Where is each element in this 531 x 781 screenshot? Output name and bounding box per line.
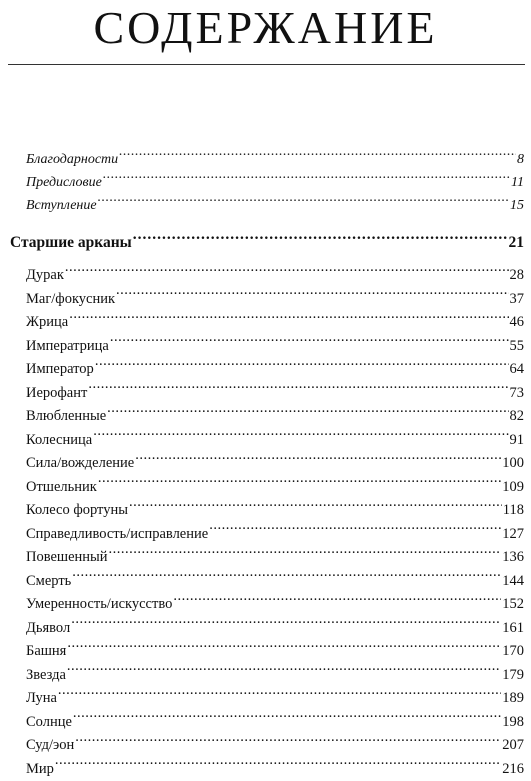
dot-leader (107, 406, 508, 421)
cards-list (10, 264, 524, 781)
toc-entry[interactable] (10, 452, 524, 476)
toc-entry-label: Луна (26, 687, 57, 711)
toc-entry-label: Дурак (26, 264, 64, 288)
toc-entry-label: Благодарности (26, 148, 118, 171)
toc-entry-page: 8 (517, 148, 524, 171)
toc-entry[interactable] (10, 358, 524, 382)
toc-entry-acknowledgements[interactable] (10, 148, 524, 171)
dot-leader (98, 195, 509, 209)
toc-entry-label: Иерофант (26, 382, 87, 406)
dot-leader (103, 172, 510, 186)
dot-leader (109, 547, 502, 562)
dot-leader (88, 382, 508, 397)
toc-entry[interactable] (10, 734, 524, 758)
toc-entry-page: 144 (502, 570, 524, 594)
dot-leader (71, 617, 501, 632)
toc-entry-label: Звезда (26, 664, 66, 688)
dot-leader (58, 688, 501, 703)
dot-leader (75, 735, 501, 750)
title-divider (8, 64, 525, 65)
toc-entry[interactable] (10, 429, 524, 453)
dot-leader (93, 429, 508, 444)
toc-entry-label: Умеренность/искусство (26, 593, 172, 617)
toc-entry-introduction[interactable] (10, 194, 524, 217)
toc-entry-page: 28 (510, 264, 525, 288)
dot-leader (110, 335, 509, 350)
toc-entry[interactable] (10, 405, 524, 429)
dot-leader (116, 288, 508, 303)
toc-entry-page: 100 (502, 452, 524, 476)
toc-entry-page: 109 (502, 476, 524, 500)
toc-entry[interactable] (10, 499, 524, 523)
dot-leader (119, 149, 516, 163)
toc-entry-page: 189 (502, 687, 524, 711)
toc-entry-label: Влюбленные (26, 405, 106, 429)
toc-entry[interactable] (10, 264, 524, 288)
toc-entry[interactable] (10, 640, 524, 664)
toc-entry-label: Справедливость/исправление (26, 523, 208, 547)
toc-entry[interactable] (10, 570, 524, 594)
toc-entry-label: Дьявол (26, 617, 70, 641)
toc-entry-label: Маг/фокусник (26, 288, 115, 312)
toc-entry[interactable] (10, 546, 524, 570)
dot-leader (129, 500, 502, 515)
toc-entry-page: 64 (510, 358, 525, 382)
toc-entry-page: 55 (510, 335, 525, 359)
dot-leader (67, 664, 501, 679)
toc-entry-label: Колесо фортуны (26, 499, 128, 523)
toc-entry-page: 46 (510, 311, 525, 335)
toc-entry-page: 161 (502, 617, 524, 641)
toc-entry-page: 179 (502, 664, 524, 688)
toc-entry-page: 207 (502, 734, 524, 758)
toc-entry[interactable] (10, 617, 524, 641)
toc-entry-page: 37 (510, 288, 525, 312)
toc-entry[interactable] (10, 523, 524, 547)
toc-entry-label: Сила/вожделение (26, 452, 134, 476)
page-title: СОДЕРЖАНИЕ (0, 2, 531, 54)
toc-entry[interactable] (10, 288, 524, 312)
toc-section-page: 21 (509, 231, 525, 255)
toc-entry-label: Мир (26, 758, 54, 781)
toc-entry-page: 216 (502, 758, 524, 781)
toc-entry-label: Жрица (26, 311, 68, 335)
toc-entry-page: 118 (503, 499, 524, 523)
toc-entry-page: 82 (510, 405, 525, 429)
dot-leader (209, 523, 501, 538)
toc-entry-label: Суд/эон (26, 734, 74, 758)
toc-entry[interactable] (10, 382, 524, 406)
toc-entry[interactable] (10, 664, 524, 688)
dot-leader (98, 476, 501, 491)
toc-entry-label: Башня (26, 640, 66, 664)
dot-leader (173, 594, 501, 609)
toc-entry-label: Смерть (26, 570, 71, 594)
toc-entry-label: Колесница (26, 429, 92, 453)
toc-entry-page: 170 (502, 640, 524, 664)
dot-leader (67, 641, 501, 656)
dot-leader (72, 570, 501, 585)
toc-section-major-arcana[interactable] (10, 231, 524, 255)
dot-leader (69, 312, 508, 327)
toc-entry[interactable] (10, 593, 524, 617)
toc-entry-label: Отшельник (26, 476, 97, 500)
toc-entry[interactable] (10, 687, 524, 711)
toc-entry[interactable] (10, 711, 524, 735)
dot-leader (135, 453, 501, 468)
toc-entry-label: Императрица (26, 335, 109, 359)
dot-leader (133, 232, 508, 248)
toc-entry[interactable] (10, 335, 524, 359)
dot-leader (65, 265, 509, 280)
toc-entry-page: 127 (502, 523, 524, 547)
toc-entry-page: 73 (510, 382, 525, 406)
toc-entry-page: 91 (510, 429, 525, 453)
toc-entry-label: Солнце (26, 711, 72, 735)
toc-section-label: Старшие арканы (10, 231, 132, 255)
toc-entry-page: 198 (502, 711, 524, 735)
toc-entry-label: Повешенный (26, 546, 108, 570)
dot-leader (73, 711, 501, 726)
toc-entry[interactable] (10, 476, 524, 500)
toc-entry[interactable] (10, 311, 524, 335)
toc-entry-page: 15 (510, 194, 524, 217)
section-heading-list (10, 231, 524, 255)
toc-entry-label: Предисловие (26, 171, 102, 194)
toc-entry-label: Император (26, 358, 94, 382)
toc-entry-preface[interactable] (10, 171, 524, 194)
toc-entry-label: Вступление (26, 194, 97, 217)
dot-leader (55, 758, 501, 773)
toc-entry-page: 136 (502, 546, 524, 570)
front-matter-list (10, 148, 524, 217)
dot-leader (95, 359, 509, 374)
toc-entry-page: 11 (511, 171, 524, 194)
toc-entry-page: 152 (502, 593, 524, 617)
toc-entry[interactable] (10, 758, 524, 781)
